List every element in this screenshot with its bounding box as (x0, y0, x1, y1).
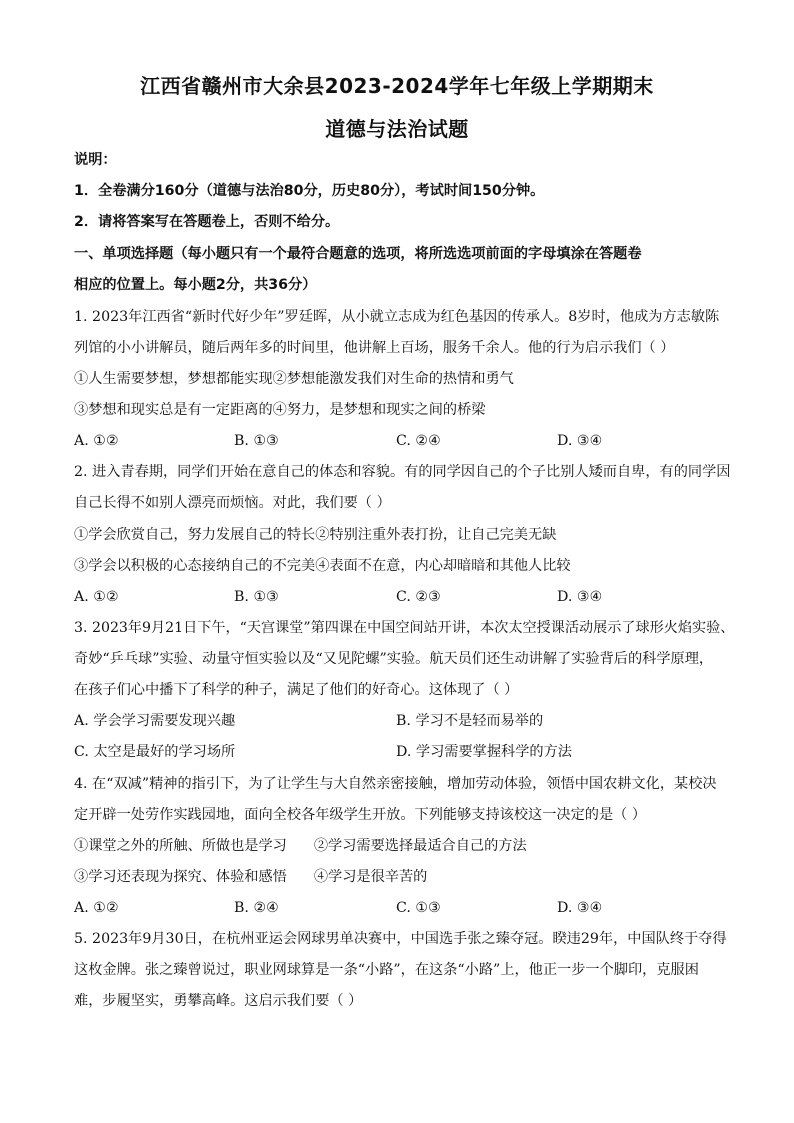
q3-option-b: B. 学习不是轻而易举的 (396, 713, 544, 729)
q1-item-line2: ③梦想和现实总是有一定距离的④努力，是梦想和现实之间的桥梁 (74, 402, 486, 418)
q2-option-b: B. ①③ (234, 589, 279, 605)
q4-option-d: D. ③④ (557, 900, 603, 916)
q3-option-a: A. 学会学习需要发现兴趣 (74, 713, 236, 729)
q3-option-c: C. 太空是最好的学习场所 (74, 744, 236, 760)
exam-title: 江西省赣州市大余县2023-2024学年七年级上学期期末 (140, 74, 654, 98)
q1-item-line1: ①人生需要梦想，梦想都能实现②梦想能激发我们对生命的热情和勇气 (74, 371, 514, 387)
q4-option-b: B. ②④ (234, 900, 279, 916)
q1-option-a: A. ①② (74, 433, 119, 449)
note-item-2: 2．请将答案写在答题卷上，否则不给分。 (74, 214, 340, 230)
q2-option-c: C. ②③ (396, 589, 441, 605)
q2-option-d: D. ③④ (557, 589, 603, 605)
q2-stem-line1: 2. 进入青春期，同学们开始在意自己的体态和容貌。有的同学因自己的个子比别人矮而自卑，有的同学因 (74, 464, 731, 480)
q1-stem-line2: 列馆的小小讲解员，随后两年多的时间里，他讲解上百场，服务千余人。他的行为启示我们（ ） (74, 340, 675, 356)
section-heading-line1: 一、单项选择题（每小题只有一个最符合题意的选项，将所选选项前面的字母填涂在答题卷 (74, 246, 642, 262)
q4-stem-line2: 定开辟一处劳作实践园地，面向全校各年级学生开放。下列能够支持该校这一决定的是（ ） (74, 807, 647, 823)
q4-option-a: A. ①② (74, 900, 119, 916)
q4-option-c: C. ①③ (396, 900, 441, 916)
q3-option-d: D. 学习需要掌握科学的方法 (396, 744, 572, 760)
notes-heading: 说明： (74, 152, 117, 168)
q5-stem-line2: 这枚金牌。张之臻曾说过，职业网球算是一条“小路”，在这条“小路”上，他正一步一个脚印，克服困 (74, 962, 699, 978)
q2-stem-line2: 自己长得不如别人漂亮而烦恼。对此，我们要（ ） (74, 495, 391, 511)
q4-stem-line1: 4. 在“双减”精神的指引下，为了让学生与大自然亲密接触，增加劳动体验，领悟中国农耕文化，某校决 (74, 776, 717, 792)
q4-item-line1: ①课堂之外的所触、所做也是学习 ②学习需要选择最适合自己的方法 (74, 838, 527, 854)
q1-option-d: D. ③④ (557, 433, 603, 449)
note-item-1: 1．全卷满分160分（道德与法治80分，历史80分），考试时间150分钟。 (74, 183, 545, 199)
q1-option-c: C. ②④ (396, 433, 441, 449)
q4-item-line2: ③学习还表现为探究、体验和感悟 ④学习是很辛苦的 (74, 869, 428, 885)
q2-item-line1: ①学会欣赏自己，努力发展自己的特长②特别注重外表打扮，让自己完美无缺 (74, 527, 557, 543)
q5-stem-line3: 难，步履坚实，勇攀高峰。这启示我们要（ ） (74, 993, 363, 1009)
q3-stem-line1: 3. 2023年9月21日下午，“天宫课堂”第四课在中国空间站开讲，本次太空授课活动展示了球形火焰实验、 (74, 620, 735, 636)
q5-stem-line1: 5. 2023年9月30日，在杭州亚运会网球男单决赛中，中国选手张之臻夺冠。睽违29年，中国队终于夺得 (74, 931, 727, 947)
q2-option-a: A. ①② (74, 589, 119, 605)
q3-stem-line2: 奇妙“乒乓球”实验、动量守恒实验以及“又见陀螺”实验。航天员们还生动讲解了实验背后的科学原理， (74, 651, 714, 667)
q3-stem-line3: 在孩子们心中播下了科学的种子，满足了他们的好奇心。这体现了（ ） (74, 682, 519, 698)
section-heading-line2: 相应的位置上。每小题2分，共36分） (74, 277, 317, 293)
q2-item-line2: ③学会以积极的心态接纳自己的不完美④表面不在意，内心却暗暗和其他人比较 (74, 558, 571, 574)
q1-option-b: B. ①③ (234, 433, 279, 449)
exam-subtitle: 道德与法治试题 (325, 117, 469, 141)
q1-stem-line1: 1. 2023年江西省“新时代好少年”罗廷晖，从小就立志成为红色基因的传承人。8岁时，他成为方志敏陈 (74, 309, 720, 325)
